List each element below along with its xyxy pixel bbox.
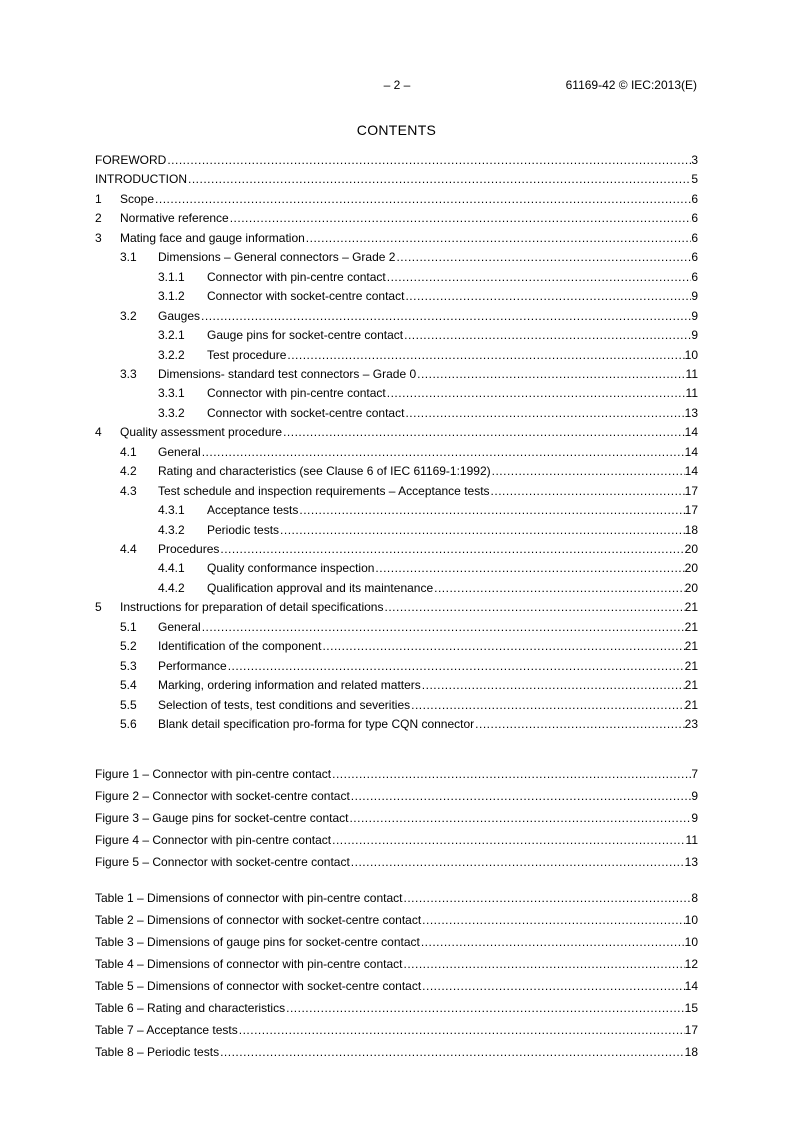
toc-page-number: 14 <box>684 979 698 994</box>
toc-entry[interactable] <box>95 405 698 421</box>
dot-leader <box>155 191 691 207</box>
toc-label: Figure 2 – Connector with socket-centre contact <box>95 789 350 804</box>
toc-number: 5.2 <box>120 639 137 654</box>
table-entry[interactable] <box>95 934 698 950</box>
toc-page-number: 20 <box>684 542 698 556</box>
dot-leader <box>422 912 684 928</box>
document-code: 61169-42 © IEC:2013(E) <box>565 78 697 92</box>
toc-entry[interactable] <box>95 210 698 226</box>
dot-leader <box>405 288 691 304</box>
toc-page-number: 21 <box>684 639 698 654</box>
toc-entry[interactable] <box>95 560 698 576</box>
dot-leader <box>404 956 685 972</box>
dot-leader <box>287 347 684 363</box>
toc-page-number: 6 <box>691 230 698 245</box>
toc-label: Quality assessment procedure <box>120 425 283 440</box>
toc-entry[interactable] <box>95 424 698 440</box>
toc-entry[interactable] <box>95 677 698 693</box>
toc-entry[interactable] <box>95 366 698 382</box>
dot-leader <box>349 810 691 826</box>
dot-leader <box>434 580 685 596</box>
figure-entry[interactable] <box>95 788 698 804</box>
figure-entry[interactable] <box>95 766 698 782</box>
dot-leader <box>351 854 685 870</box>
toc-label: Figure 3 – Gauge pins for socket-centre contact <box>95 811 349 826</box>
toc-entry[interactable] <box>95 191 698 207</box>
toc-entry[interactable] <box>95 463 698 479</box>
dot-leader <box>387 385 686 401</box>
toc-page-number: 21 <box>684 600 698 615</box>
toc-label: Dimensions- standard test connectors – Grade 0 <box>158 366 417 381</box>
dot-leader <box>422 978 684 994</box>
toc-page-number: 9 <box>691 789 698 804</box>
toc-number: 3.1 <box>120 250 137 265</box>
toc-label: Table 5 – Dimensions of connector with socket-centre contact <box>95 979 422 994</box>
toc-label: Performance <box>158 658 227 673</box>
dot-leader <box>332 766 691 782</box>
toc-entry[interactable] <box>95 288 698 304</box>
toc-label: Table 6 – Rating and characteristics <box>95 1001 286 1016</box>
toc-page-number: 6 <box>691 269 698 284</box>
dot-leader <box>492 463 685 479</box>
dot-leader <box>332 832 685 848</box>
toc-number: 5.5 <box>120 697 137 712</box>
toc-label: Normative reference <box>120 211 229 226</box>
toc-entry[interactable] <box>95 658 698 674</box>
toc-entry[interactable] <box>95 716 698 732</box>
toc-page-number: 3 <box>691 153 698 167</box>
toc-page-number: 14 <box>684 464 698 479</box>
toc-label: Gauges <box>158 308 201 323</box>
toc-label: Connector with socket-centre contact <box>207 405 405 420</box>
toc-page-number: 10 <box>684 913 698 928</box>
dot-leader <box>188 171 691 187</box>
toc-label: Table 1 – Dimensions of connector with pin-centre contact <box>95 891 403 905</box>
toc-label: Table 4 – Dimensions of connector with pin-centre contact <box>95 957 403 972</box>
toc-page-number: 14 <box>684 425 698 440</box>
toc-label: Procedures <box>158 542 220 556</box>
table-entry[interactable] <box>95 956 698 972</box>
toc-number: 3.2.2 <box>158 347 185 362</box>
toc-page-number: 18 <box>684 1045 698 1060</box>
toc-number: 5.4 <box>120 678 137 693</box>
toc-page-number: 18 <box>684 522 698 537</box>
dot-leader <box>201 308 691 324</box>
dot-leader <box>220 541 684 557</box>
toc-label: Qualification approval and its maintenance <box>207 580 434 595</box>
dot-leader <box>299 502 684 518</box>
toc-page-number: 20 <box>684 580 698 595</box>
page-title: CONTENTS <box>356 122 437 138</box>
toc-page-number: 9 <box>691 811 698 826</box>
toc-page-number: 21 <box>684 678 698 693</box>
table-entry[interactable] <box>95 890 698 906</box>
toc-label: Connector with pin-centre contact <box>207 386 386 401</box>
toc-label: Gauge pins for socket-centre contact <box>207 328 404 343</box>
toc-page-number: 9 <box>691 308 698 323</box>
toc-label: Mating face and gauge information <box>120 230 305 245</box>
toc-number: 3.3 <box>120 366 137 381</box>
dot-leader <box>202 444 685 460</box>
table-entry[interactable] <box>95 912 698 928</box>
toc-entry[interactable] <box>95 541 698 557</box>
toc-entry[interactable] <box>95 347 698 363</box>
toc-page-number: 20 <box>684 561 698 576</box>
toc-number: 5.1 <box>120 619 137 634</box>
toc-page-number: 10 <box>684 935 698 950</box>
toc-number: 4.2 <box>120 464 137 479</box>
toc-entry[interactable] <box>95 249 698 265</box>
toc-page-number: 11 <box>685 833 698 848</box>
toc-label: Dimensions – General connectors – Grade 2 <box>158 250 396 265</box>
toc-label: Table 8 – Periodic tests <box>95 1045 220 1060</box>
toc-page-number: 17 <box>684 483 698 498</box>
toc-page-number: 10 <box>684 347 698 362</box>
toc-page-number: 11 <box>685 366 698 381</box>
toc-page-number: 14 <box>684 444 698 459</box>
toc-entry[interactable] <box>95 522 698 538</box>
toc-label: Connector with pin-centre contact <box>207 269 386 284</box>
toc-page-number: 15 <box>684 1001 698 1016</box>
toc-number: 3 <box>95 230 102 245</box>
toc-page-number: 21 <box>684 619 698 634</box>
toc-page-number: 9 <box>691 328 698 343</box>
toc-entry[interactable] <box>95 697 698 713</box>
toc-page-number: 9 <box>691 289 698 304</box>
toc-page-number: 5 <box>691 172 698 187</box>
dot-leader <box>202 619 685 635</box>
toc-entry[interactable] <box>95 385 698 401</box>
dot-leader <box>384 599 684 615</box>
toc-label: Table 2 – Dimensions of connector with socket-centre contact <box>95 913 422 928</box>
dot-leader <box>283 424 685 440</box>
toc-label: Instructions for preparation of detail specifications <box>120 600 384 615</box>
toc-page-number: 17 <box>684 1023 698 1038</box>
toc-number: 4.1 <box>120 444 137 459</box>
toc-number: 3.3.1 <box>158 386 185 401</box>
figure-entry[interactable] <box>95 854 698 870</box>
toc-page-number: 12 <box>684 957 698 972</box>
toc-number: 5 <box>95 600 102 615</box>
dot-leader <box>387 269 692 285</box>
toc-entry[interactable] <box>95 327 698 343</box>
toc-entry[interactable] <box>95 638 698 654</box>
dot-leader <box>475 716 684 732</box>
dot-leader <box>351 788 692 804</box>
table-entry[interactable] <box>95 978 698 994</box>
toc-label: Test procedure <box>207 347 287 362</box>
dot-leader <box>405 405 684 421</box>
toc-page-number: 8 <box>691 891 698 905</box>
toc-number: 4.4.1 <box>158 561 185 576</box>
toc-page-number: 23 <box>684 717 698 732</box>
page-number: – 2 – <box>383 78 411 92</box>
table-entry[interactable] <box>95 1000 698 1016</box>
toc-number: 4.4.2 <box>158 580 185 595</box>
dot-leader <box>286 1000 685 1016</box>
toc-label: FOREWORD <box>95 153 167 167</box>
toc-page-number: 6 <box>691 191 698 206</box>
table-entry[interactable] <box>95 1022 698 1038</box>
dot-leader <box>375 560 684 576</box>
toc-entry[interactable] <box>95 308 698 324</box>
toc-label: Periodic tests <box>207 522 280 537</box>
toc-page-number: 13 <box>684 405 698 420</box>
toc-label: Marking, ordering information and related matters <box>158 678 421 693</box>
dot-leader <box>491 483 685 499</box>
figure-entry[interactable] <box>95 832 698 848</box>
dot-leader <box>396 249 691 265</box>
toc-number: 4.4 <box>120 542 137 556</box>
toc-label: General <box>158 619 201 634</box>
toc-number: 4.3 <box>120 483 137 498</box>
dot-leader <box>228 658 685 674</box>
dot-leader <box>417 366 685 382</box>
figure-entry[interactable] <box>95 810 698 826</box>
toc-label: Rating and characteristics (see Clause 6 of IEC 61169-1:1992) <box>158 464 491 479</box>
toc-label: Figure 1 – Connector with pin-centre contact <box>95 767 332 781</box>
toc-label: Figure 5 – Connector with socket-centre contact <box>95 855 350 870</box>
toc-page-number: 6 <box>691 211 698 226</box>
dot-leader <box>404 327 691 343</box>
toc-label: Scope <box>120 191 155 206</box>
toc-page-number: 21 <box>684 658 698 673</box>
toc-entry[interactable] <box>95 580 698 596</box>
toc-label: Quality conformance inspection <box>207 561 375 576</box>
dot-leader <box>422 677 685 693</box>
dot-leader <box>322 638 684 654</box>
toc-number: 5.6 <box>120 717 137 732</box>
dot-leader <box>167 152 691 168</box>
toc-label: Table 7 – Acceptance tests <box>95 1023 238 1038</box>
toc-entry[interactable] <box>95 502 698 518</box>
toc-entry[interactable] <box>95 444 698 460</box>
toc-number: 4.3.1 <box>158 503 185 518</box>
toc-label: General <box>158 444 201 459</box>
toc-entry[interactable] <box>95 619 698 635</box>
toc-page-number: 13 <box>684 855 698 870</box>
toc-number: 3.1.1 <box>158 269 185 284</box>
dot-leader <box>280 522 685 538</box>
toc-label: INTRODUCTION <box>95 172 187 187</box>
toc-entry[interactable] <box>95 152 698 168</box>
toc-entry[interactable] <box>95 171 698 187</box>
toc-number: 3.1.2 <box>158 289 185 304</box>
dot-leader <box>411 697 685 713</box>
toc-page-number: 17 <box>684 503 698 518</box>
toc-number: 4.3.2 <box>158 522 185 537</box>
table-entry[interactable] <box>95 1044 698 1060</box>
toc-number: 3.3.2 <box>158 405 185 420</box>
toc-number: 3.2 <box>120 308 137 323</box>
toc-entry[interactable] <box>95 230 698 246</box>
toc-label: Table 3 – Dimensions of gauge pins for socket-centre contact <box>95 935 420 950</box>
toc-page-number: 6 <box>691 250 698 265</box>
toc-number: 5.3 <box>120 658 137 673</box>
toc-label: Connector with socket-centre contact <box>207 289 405 304</box>
toc-label: Identification of the component <box>158 639 322 654</box>
toc-entry[interactable] <box>95 483 698 499</box>
toc-number: 3.2.1 <box>158 328 185 343</box>
toc-page-number: 21 <box>684 697 698 712</box>
toc-label: Acceptance tests <box>207 503 299 518</box>
toc-label: Test schedule and inspection requirements – Acceptance tests <box>158 483 490 498</box>
toc-number: 4 <box>95 425 102 440</box>
toc-number: 1 <box>95 191 102 206</box>
dot-leader <box>230 210 692 226</box>
toc-label: Figure 4 – Connector with pin-centre contact <box>95 833 332 848</box>
toc-entry[interactable] <box>95 599 698 615</box>
dot-leader <box>306 230 692 246</box>
toc-label: Blank detail specification pro-forma for type CQN connector <box>158 717 475 732</box>
dot-leader <box>220 1044 685 1060</box>
dot-leader <box>404 890 692 906</box>
toc-page-number: 11 <box>685 386 698 401</box>
toc-entry[interactable] <box>95 269 698 285</box>
dot-leader <box>239 1022 685 1038</box>
dot-leader <box>421 934 685 950</box>
toc-page-number: 7 <box>691 767 698 781</box>
toc-number: 2 <box>95 211 102 226</box>
toc-label: Selection of tests, test conditions and severities <box>158 697 411 712</box>
